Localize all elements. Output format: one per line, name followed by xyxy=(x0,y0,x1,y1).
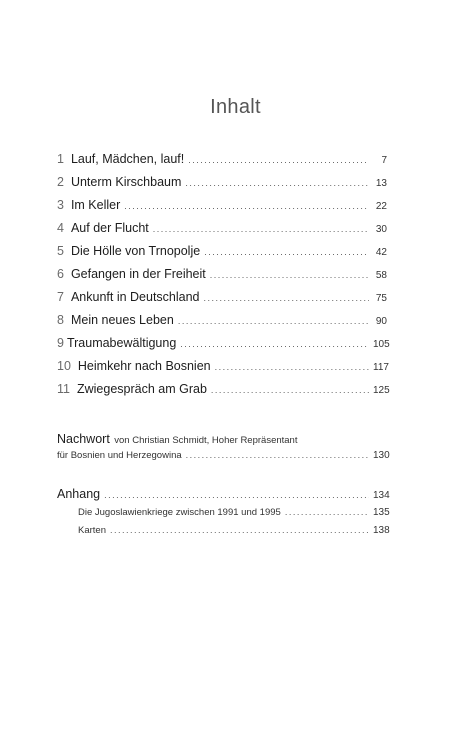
toc-entry xyxy=(57,507,390,525)
dot-leader xyxy=(215,362,369,372)
nachwort-byline: von Christian Schmidt, Hoher Repräsentant xyxy=(114,435,298,446)
nachwort-heading-line xyxy=(57,430,387,450)
chapter-number: 4 xyxy=(57,221,64,235)
nachwort-section xyxy=(57,430,390,468)
anhang-section xyxy=(57,487,390,543)
toc-entry xyxy=(57,290,387,313)
page-number: 42 xyxy=(375,247,387,258)
nachwort-heading: Nachwort xyxy=(57,432,110,446)
page-number: 75 xyxy=(375,293,387,304)
page-number: 138 xyxy=(373,525,390,536)
dot-leader xyxy=(178,316,369,326)
chapter-number: 7 xyxy=(57,290,64,304)
chapter-number: 1 xyxy=(57,152,64,166)
toc-entry xyxy=(57,244,387,267)
chapter-title: Die Hölle von Trnopolje xyxy=(70,244,201,258)
dot-leader xyxy=(104,490,369,500)
page-number: 90 xyxy=(375,316,387,327)
toc-entry xyxy=(57,198,387,221)
toc-entry xyxy=(57,382,390,405)
chapter-number: 10 xyxy=(57,359,71,373)
chapter-title: Lauf, Mädchen, lauf! xyxy=(70,152,185,166)
toc-entry xyxy=(57,267,387,290)
chapter-number: 2 xyxy=(57,175,64,189)
chapter-number: 3 xyxy=(57,198,64,212)
dot-leader xyxy=(110,525,369,535)
dot-leader xyxy=(211,385,369,395)
chapter-number: 6 xyxy=(57,267,64,281)
toc-entry xyxy=(57,313,387,336)
anhang-heading: Anhang xyxy=(57,487,101,501)
chapter-number: 8 xyxy=(57,313,64,327)
chapter-title: Mein neues Leben xyxy=(70,313,174,327)
appendix-item-title: Die Jugoslawienkriege zwischen 1991 und 1995 xyxy=(78,507,281,518)
toc-entry xyxy=(57,450,390,468)
page-number: 130 xyxy=(373,450,390,461)
chapter-title: Traumabewältigung xyxy=(66,336,177,350)
dot-leader xyxy=(180,339,369,349)
nachwort-subtitle: für Bosnien und Herzegowina xyxy=(57,450,182,461)
chapter-title: Ankunft in Deutschland xyxy=(70,290,200,304)
toc-entry xyxy=(57,336,390,359)
chapter-title: Zwiegespräch am Grab xyxy=(76,382,207,396)
dot-leader xyxy=(124,201,369,211)
chapter-number: 5 xyxy=(57,244,64,258)
chapter-list xyxy=(57,152,390,405)
page-number: 22 xyxy=(375,201,387,212)
dot-leader xyxy=(204,293,369,303)
page-number: 117 xyxy=(373,362,389,373)
chapter-title: Gefangen in der Freiheit xyxy=(70,267,206,281)
chapter-number: 11 xyxy=(57,382,70,396)
page-title: Inhalt xyxy=(210,96,261,118)
dot-leader xyxy=(204,247,369,257)
page-number: 30 xyxy=(375,224,387,235)
dot-leader xyxy=(185,178,369,188)
chapter-title: Heimkehr nach Bosnien xyxy=(77,359,211,373)
toc-entry xyxy=(57,221,387,244)
page-number: 13 xyxy=(375,178,387,189)
chapter-title: Unterm Kirschbaum xyxy=(70,175,182,189)
dot-leader xyxy=(153,224,369,234)
page-number: 105 xyxy=(373,339,390,350)
toc-entry xyxy=(57,175,387,198)
toc-entry xyxy=(57,152,387,175)
page-number: 134 xyxy=(373,490,390,501)
page-number: 125 xyxy=(373,385,390,396)
toc-entry xyxy=(57,525,390,543)
chapter-title: Im Keller xyxy=(70,198,121,212)
page-number: 7 xyxy=(381,155,387,166)
page-number: 135 xyxy=(373,507,390,518)
toc-entry xyxy=(57,359,387,382)
dot-leader xyxy=(210,270,369,280)
dot-leader xyxy=(186,450,369,460)
chapter-title: Auf der Flucht xyxy=(70,221,149,235)
page-number: 58 xyxy=(375,270,387,281)
appendix-item-title: Karten xyxy=(78,525,106,536)
dot-leader xyxy=(285,507,369,517)
chapter-number: 9 xyxy=(57,336,64,350)
dot-leader xyxy=(188,155,369,165)
toc-entry xyxy=(57,487,390,507)
